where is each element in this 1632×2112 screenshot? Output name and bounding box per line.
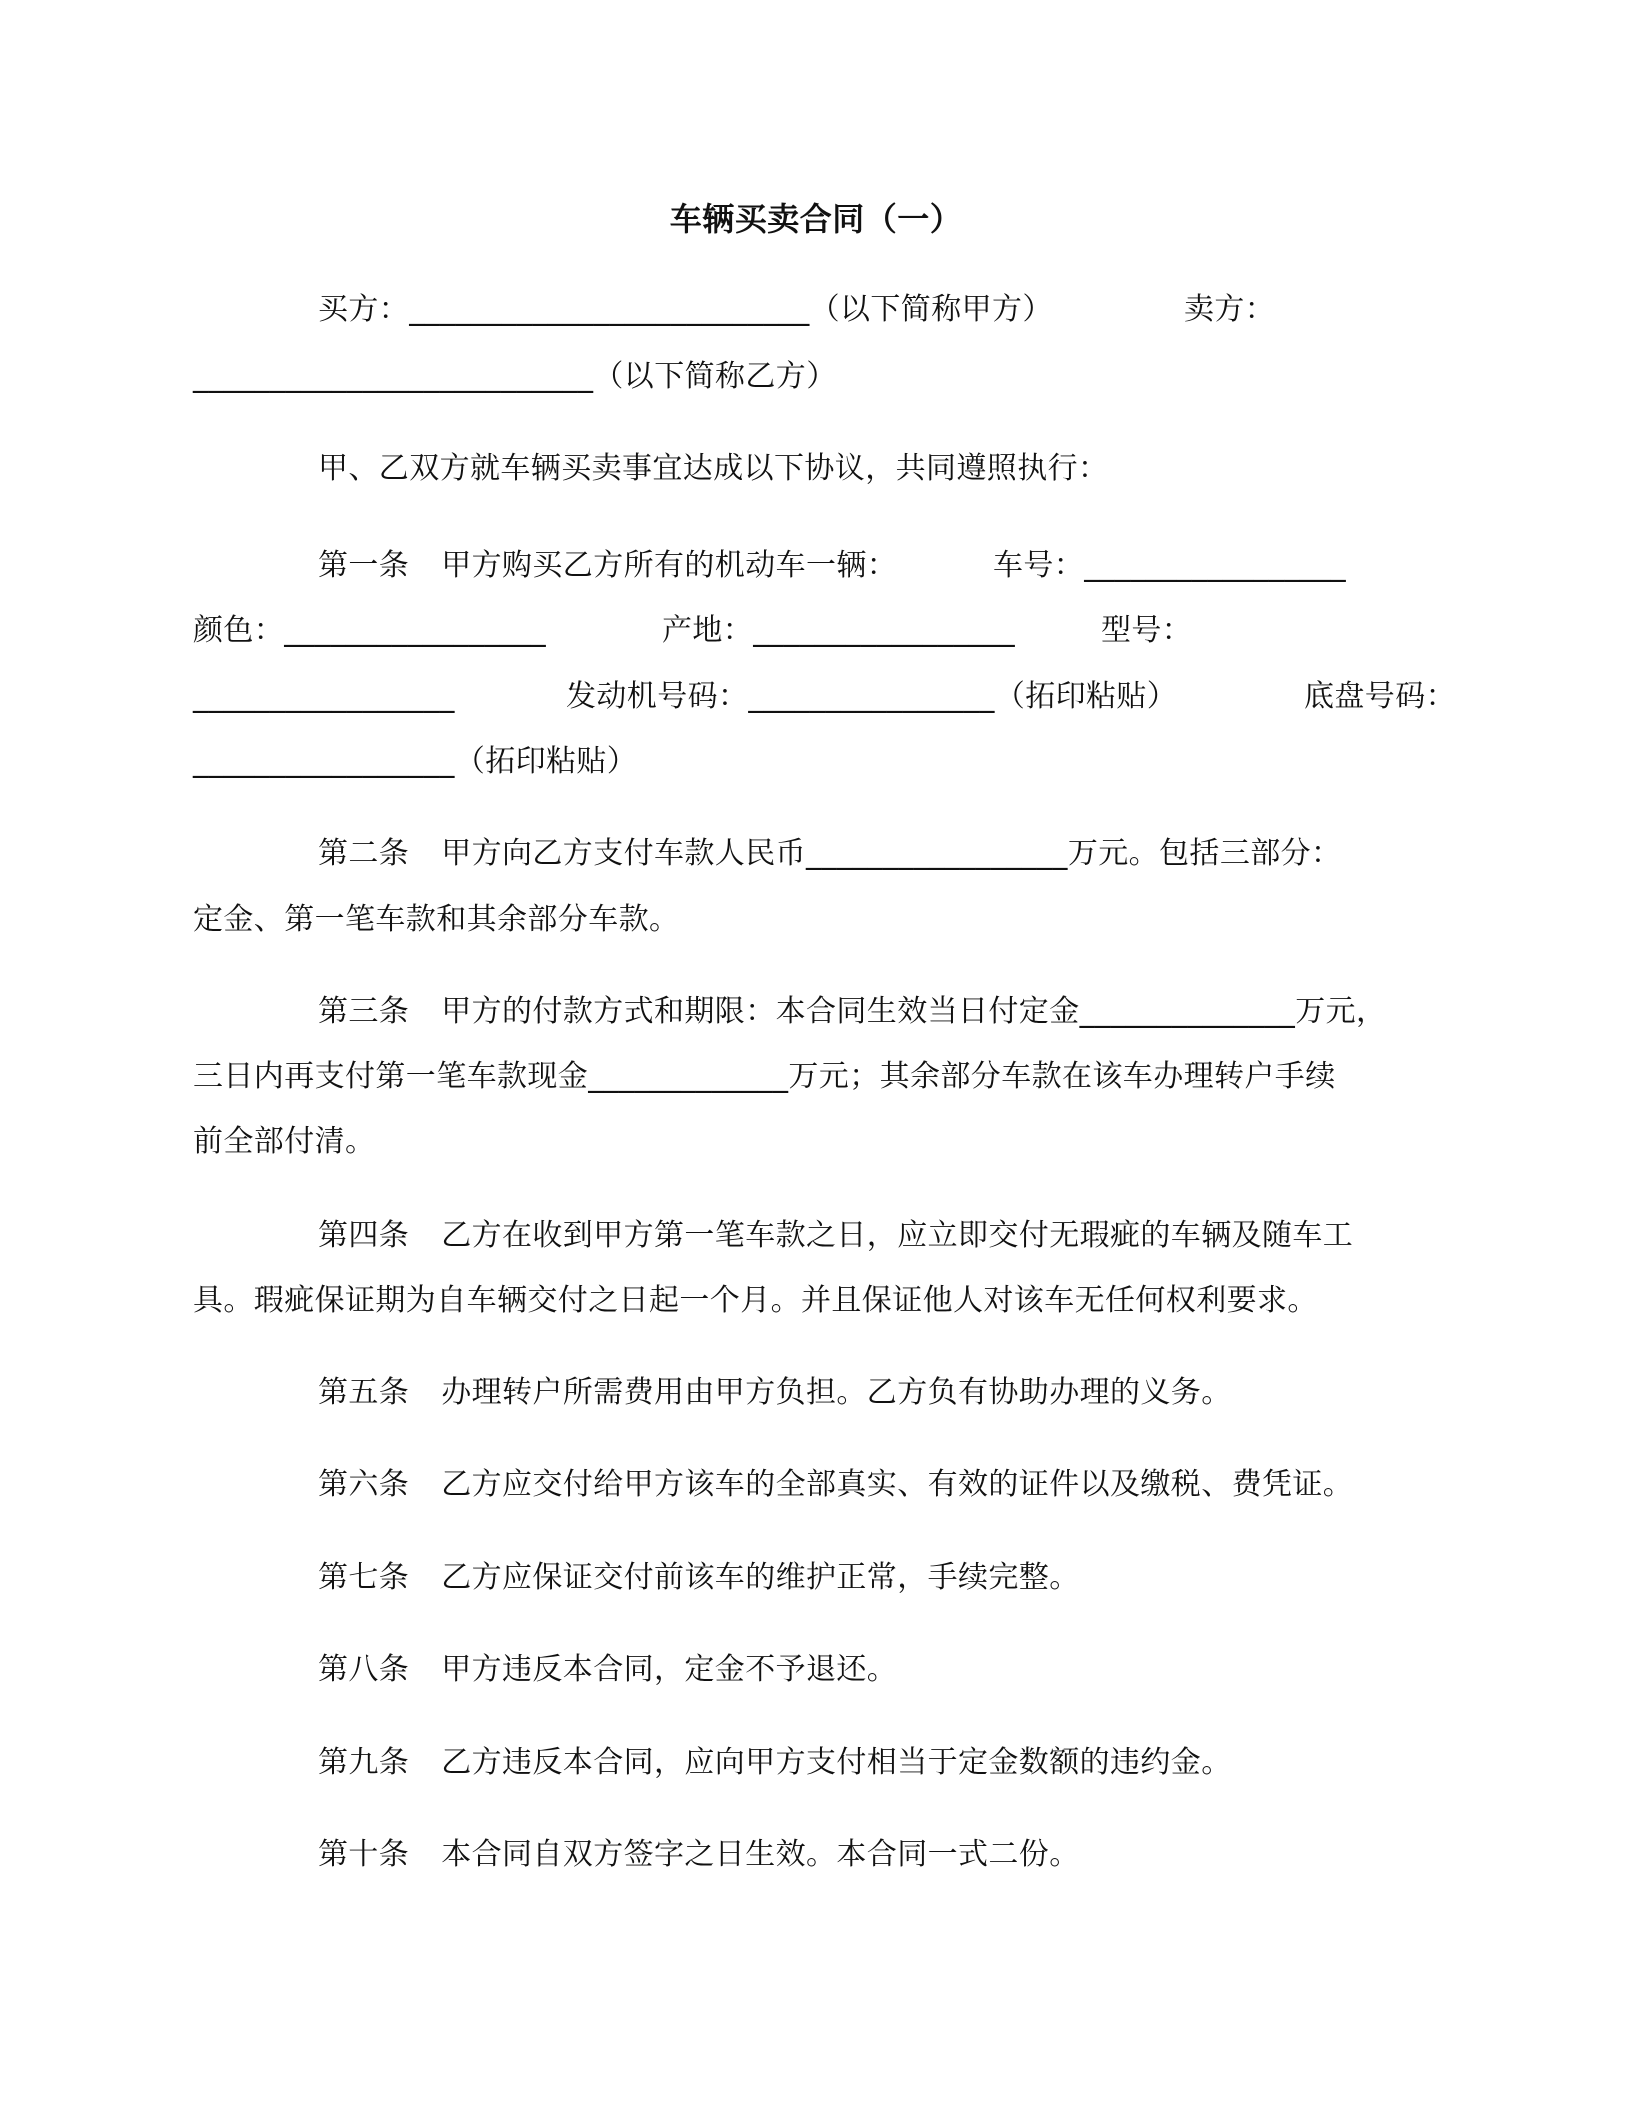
article6-number: 第六条 — [318, 1467, 410, 1502]
document-title: 车辆买卖合同（一） — [669, 200, 963, 238]
article3-text-a: 甲方的付款方式和期限：本合同生效当日付定金 — [441, 994, 1080, 1029]
chassis-label: 底盘号码： — [1304, 679, 1456, 714]
origin-blank[interactable]: _________________ — [753, 613, 1016, 648]
engine-line — [566, 677, 1177, 717]
article7-number: 第七条 — [318, 1560, 410, 1595]
model-label: 型号： — [1101, 613, 1193, 648]
article5 — [318, 1373, 1232, 1413]
color-line — [193, 611, 546, 651]
article3-blank2[interactable]: _____________ — [588, 1059, 789, 1094]
article3-text-b: 万元， — [1295, 994, 1387, 1029]
origin-line — [662, 611, 1015, 651]
article4-line2: 具。瑕疵保证期为自车辆交付之日起一个月。并且保证他人对该车无任何权利要求。 — [193, 1283, 1318, 1318]
engine-blank[interactable]: ________________ — [748, 679, 995, 714]
article9-text: 乙方违反本合同，应向甲方支付相当于定金数额的违约金。 — [441, 1745, 1232, 1780]
article3-text-d: 万元；其余部分车款在该车办理转户手续 — [788, 1059, 1336, 1094]
buyer-line — [318, 290, 1053, 330]
chassis-note: （拓印粘贴） — [454, 744, 638, 779]
plate-label: 车号： — [993, 548, 1085, 583]
article1-line1 — [318, 546, 897, 586]
article6 — [318, 1465, 1353, 1505]
article7-text: 乙方应保证交付前该车的维护正常，手续完整。 — [441, 1560, 1080, 1595]
article3-line3: 前全部付清。 — [193, 1124, 376, 1159]
article8-text: 甲方违反本合同，定金不予退还。 — [441, 1652, 898, 1687]
engine-label: 发动机号码： — [566, 679, 749, 714]
article10-text: 本合同自双方签字之日生效。本合同一式二份。 — [441, 1837, 1080, 1872]
article4-line1 — [318, 1216, 1353, 1256]
article4-number: 第四条 — [318, 1218, 410, 1253]
article3-line1 — [318, 992, 1386, 1032]
color-blank[interactable]: _________________ — [284, 613, 547, 648]
buyer-blank[interactable]: __________________________ — [409, 292, 810, 327]
model-label-line — [1101, 611, 1192, 651]
article9 — [318, 1743, 1232, 1783]
buyer-note: （以下简称甲方） — [809, 292, 1053, 327]
article6-text: 乙方应交付给甲方该车的全部真实、有效的证件以及缴税、费凭证。 — [441, 1467, 1354, 1502]
article9-number: 第九条 — [318, 1745, 410, 1780]
article4-text-a: 乙方在收到甲方第一笔车款之日，应立即交付无瑕疵的车辆及随车工 — [441, 1218, 1354, 1253]
article1-text: 甲方购买乙方所有的机动车一辆： — [441, 548, 898, 583]
article2-text-b: 万元。包括三部分： — [1067, 836, 1342, 871]
article8 — [318, 1650, 897, 1690]
model-blank-line — [193, 677, 455, 717]
article2-text-a: 甲方向乙方支付车款人民币 — [441, 836, 807, 871]
plate-line — [993, 546, 1346, 586]
seller-line — [193, 357, 837, 397]
buyer-label: 买方： — [318, 292, 410, 327]
article10-number: 第十条 — [318, 1837, 410, 1872]
article2-line2: 定金、第一笔车款和其余部分车款。 — [193, 902, 680, 937]
article8-number: 第八条 — [318, 1652, 410, 1687]
engine-note: （拓印粘贴） — [994, 679, 1178, 714]
seller-label-line — [1184, 290, 1275, 330]
article2-line1 — [318, 834, 1341, 874]
article10 — [318, 1835, 1080, 1875]
color-label: 颜色： — [193, 613, 285, 648]
article3-number: 第三条 — [318, 994, 410, 1029]
article7 — [318, 1558, 1080, 1598]
article1-number: 第一条 — [318, 548, 410, 583]
article5-number: 第五条 — [318, 1375, 410, 1410]
plate-blank[interactable]: _________________ — [1084, 548, 1347, 583]
chassis-line — [193, 742, 637, 782]
chassis-blank[interactable]: _________________ — [193, 744, 455, 779]
article3-line2 — [193, 1057, 1336, 1097]
seller-label: 卖方： — [1184, 292, 1276, 327]
chassis-label-line — [1304, 677, 1456, 717]
seller-blank[interactable]: __________________________ — [193, 359, 594, 394]
article5-text: 办理转户所需费用由甲方负担。乙方负有协助办理的义务。 — [441, 1375, 1232, 1410]
model-blank[interactable]: _________________ — [193, 679, 455, 714]
origin-label: 产地： — [662, 613, 754, 648]
article3-blank1[interactable]: ______________ — [1079, 994, 1296, 1029]
article3-text-c: 三日内再支付第一笔车款现金 — [193, 1059, 589, 1094]
intro-text: 甲、乙双方就车辆买卖事宜达成以下协议，共同遵照执行： — [318, 451, 1109, 486]
article2-blank[interactable]: _________________ — [806, 836, 1068, 871]
seller-note: （以下简称乙方） — [593, 359, 837, 394]
article2-number: 第二条 — [318, 836, 410, 871]
